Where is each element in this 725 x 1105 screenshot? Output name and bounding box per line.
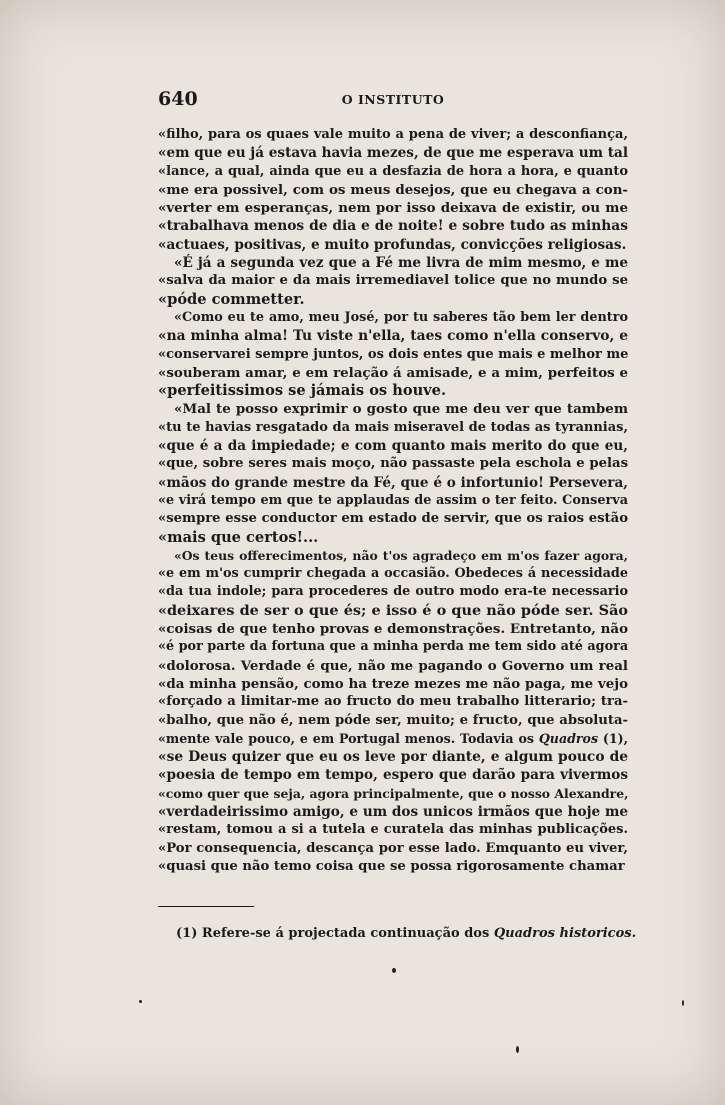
text-line: «que é a da impiedade; e com quanto mais merito do que eu, bbox=[158, 438, 628, 455]
text-line: «É já a segunda vez que a Fé me livra de mim mesmo, e me bbox=[174, 255, 628, 272]
text-line: «e em m'os cumprir chegada a occasião. Obedeces á necessidade bbox=[158, 566, 628, 582]
text-line: «me era possivel, com os meus desejos, que eu chegava a con- bbox=[158, 181, 628, 198]
text-line: «souberam amar, e em relação á amisade, e a mim, perfeitos e bbox=[158, 364, 628, 381]
text-line: «tu te havias resgatado da mais miseravel de todas as tyrannias, bbox=[158, 419, 628, 435]
ink-speck bbox=[392, 968, 396, 973]
book-title: Quadros bbox=[538, 730, 599, 746]
ink-speck bbox=[139, 1000, 142, 1003]
text-line: «Os teus offerecimentos, não t'os agradeço em m'os fazer agora, bbox=[174, 547, 628, 563]
footnote-rule bbox=[158, 906, 254, 907]
text-line: «mais que certos!... bbox=[158, 528, 319, 546]
text-line: «conservarei sempre juntos, os dois entes que mais e melhor me bbox=[158, 346, 629, 362]
text-line: «se Deus quizer que eu os leve por diante, e algum pouco de bbox=[158, 749, 628, 766]
text-line: «Como eu te amo, meu José, por tu saberes tão bem ler dentro bbox=[174, 309, 628, 325]
text-line: «Mal te posso exprimir o gosto que me deu ver que tambem bbox=[174, 401, 628, 418]
footnote bbox=[176, 926, 636, 941]
page-number: 640 bbox=[158, 88, 198, 110]
text-line: «mãos do grande mestre da Fé, que é o infortunio! Persevera, bbox=[158, 474, 628, 491]
text-line: «filho, para os quaes vale muito a pena de viver; a desconfiança, bbox=[158, 127, 628, 142]
text-line: «da minha pensão, como ha treze mezes me não paga, me vejo bbox=[158, 675, 628, 692]
page-header bbox=[158, 88, 628, 112]
body-text bbox=[158, 126, 628, 876]
text-line: «balho, que não é, nem póde ser, muito; e fructo, que absoluta- bbox=[158, 712, 628, 728]
text-line: «verter em esperanças, nem por isso deixava de existir, ou me bbox=[158, 200, 628, 217]
text-line: «poesia de tempo em tempo, espero que darão para vivermos bbox=[158, 767, 628, 784]
text-line: «que, sobre seres mais moço, não passaste pela eschola e pelas bbox=[158, 456, 628, 472]
text-line: «e virá tempo em que te applaudas de assim o ter feito. Conserva bbox=[158, 492, 628, 508]
text-line: «trabalhava menos de dia e de noite! e sobre tudo as minhas bbox=[158, 218, 628, 235]
paragraph bbox=[158, 400, 628, 546]
text-line: «mente vale pouco, e em Portugal menos. Todavia os Quadros (1), bbox=[158, 730, 628, 746]
footnote-text: Refere-se á projectada continuação dos bbox=[201, 926, 490, 941]
paragraph bbox=[158, 126, 628, 254]
text-line: «coisas de que tenho provas e demonstrações. Entretanto, não bbox=[158, 621, 628, 638]
text-line: «restam, tomou a si a tutela e curatela das minhas publicações. bbox=[158, 822, 628, 838]
text-line: «salva da maior e da mais irremediavel tolice que no mundo se bbox=[158, 273, 628, 289]
text-line: «actuaes, positivas, e muito profundas, convicções religiosas. bbox=[158, 236, 627, 253]
ink-speck bbox=[516, 1046, 519, 1053]
text-line: «da tua indole; para procederes de outro modo era-te necessario bbox=[158, 584, 628, 600]
footnote-marker: (1) bbox=[176, 926, 198, 941]
ink-speck bbox=[682, 1000, 684, 1006]
paragraph bbox=[158, 254, 628, 309]
text-line: «sempre esse conductor em estado de servir, que os raios estão bbox=[158, 511, 628, 527]
text-line: «verdadeirissimo amigo, e um dos unicos irmãos que hoje me bbox=[158, 803, 628, 820]
paragraph bbox=[158, 309, 628, 400]
running-title: O INSTITUTO bbox=[341, 92, 445, 107]
text-line: «na minha alma! Tu viste n'ella, taes como n'ella conservo, e bbox=[158, 328, 628, 345]
text-line: «Por consequencia, descança por esse lado. Emquanto eu viver, bbox=[158, 840, 628, 856]
text-line: «perfeitissimos se jámais os houve. bbox=[158, 382, 447, 400]
paragraph bbox=[158, 547, 628, 876]
text-line: «é por parte da fortuna que a minha perda me tem sido até agora bbox=[158, 639, 629, 655]
text-line: «como quer que seja, agora principalmente, que o nosso Alexandre, bbox=[158, 785, 629, 801]
text-line: «quasi que não temo coisa que se possa rigorosamente chamar bbox=[158, 858, 625, 874]
text-line: «em que eu já estava havia mezes, de que me esperava um tal bbox=[158, 145, 628, 162]
footnote-title: Quadros historicos. bbox=[493, 926, 637, 941]
text-line: «lance, a qual, ainda que eu a desfazia de hora a hora, e quanto bbox=[158, 163, 628, 179]
text-line: «deixares de ser o que és; e isso é o que não póde ser. São bbox=[158, 601, 628, 619]
text-line: «dolorosa. Verdade é que, não me pagando o Governo um real bbox=[158, 657, 628, 674]
text-line: «forçado a limitar-me ao fructo do meu trabalho litterario; tra- bbox=[158, 694, 628, 710]
text-line: «póde commetter. bbox=[158, 290, 305, 308]
